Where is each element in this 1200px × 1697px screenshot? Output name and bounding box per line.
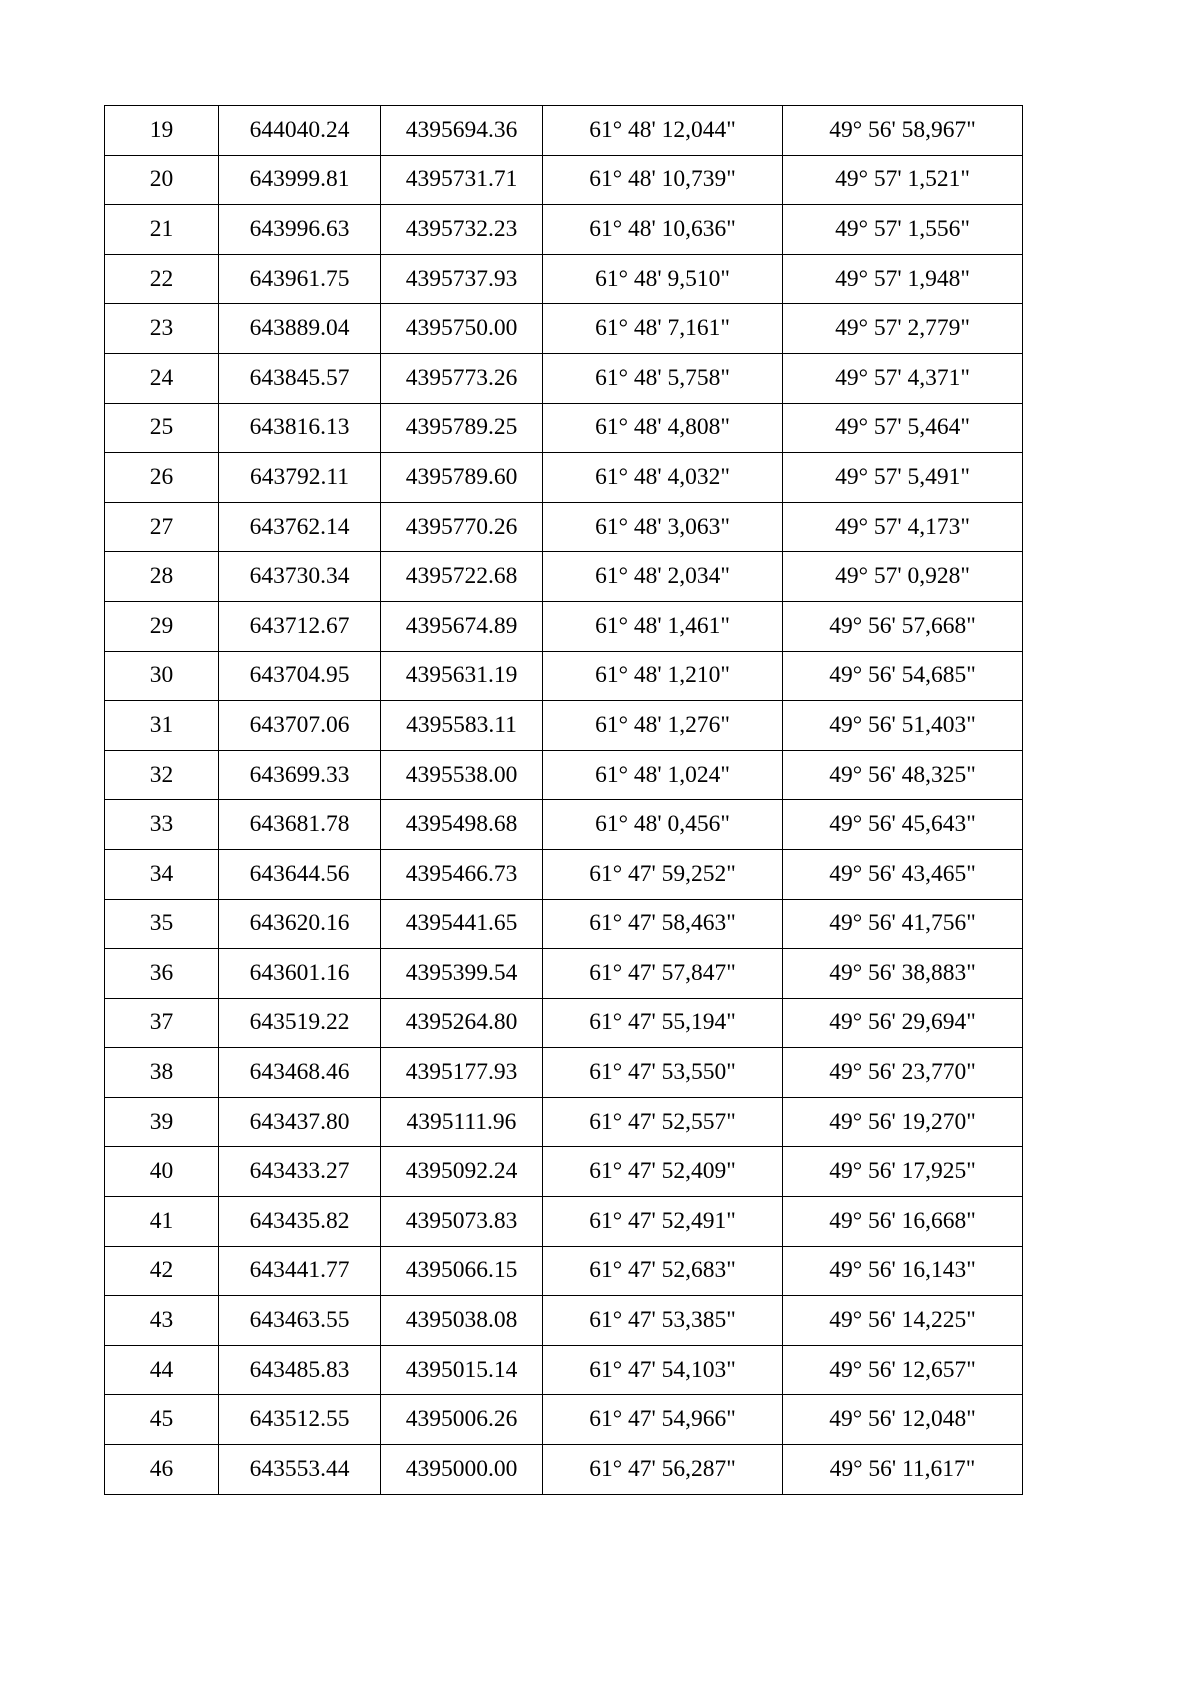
table-cell-y: 4395732.23 [381,205,543,255]
table-row [105,205,1023,255]
table-cell-y: 4395498.68 [381,800,543,850]
table-cell-y: 4395694.36 [381,106,543,156]
table-cell-point-id: 40 [105,1147,219,1197]
table-cell-longitude: 61° 47' 58,463" [543,899,783,949]
table-row [105,750,1023,800]
table-cell-y: 4395466.73 [381,849,543,899]
table-cell-latitude: 49° 57' 1,556" [783,205,1023,255]
table-row [105,998,1023,1048]
table-cell-latitude: 49° 56' 57,668" [783,601,1023,651]
table-cell-longitude: 61° 48' 4,808" [543,403,783,453]
table-row [105,651,1023,701]
table-cell-latitude: 49° 57' 1,521" [783,155,1023,205]
coordinates-table-body [105,106,1023,1495]
table-cell-y: 4395722.68 [381,552,543,602]
table-cell-point-id: 46 [105,1445,219,1495]
table-cell-y: 4395038.08 [381,1296,543,1346]
table-cell-latitude: 49° 56' 48,325" [783,750,1023,800]
table-row [105,353,1023,403]
table-row [105,1345,1023,1395]
table-row [105,1395,1023,1445]
table-row [105,254,1023,304]
table-cell-point-id: 20 [105,155,219,205]
table-cell-y: 4395073.83 [381,1197,543,1247]
table-row [105,403,1023,453]
table-cell-latitude: 49° 56' 38,883" [783,949,1023,999]
table-cell-x: 643433.27 [219,1147,381,1197]
table-cell-y: 4395770.26 [381,502,543,552]
table-cell-longitude: 61° 48' 3,063" [543,502,783,552]
table-cell-point-id: 34 [105,849,219,899]
table-row [105,899,1023,949]
table-cell-longitude: 61° 47' 55,194" [543,998,783,1048]
table-row [105,106,1023,156]
table-cell-longitude: 61° 48' 12,044" [543,106,783,156]
table-cell-y: 4395006.26 [381,1395,543,1445]
table-cell-longitude: 61° 47' 53,550" [543,1048,783,1098]
table-cell-x: 643512.55 [219,1395,381,1445]
table-cell-x: 644040.24 [219,106,381,156]
table-cell-longitude: 61° 48' 10,739" [543,155,783,205]
table-cell-x: 643441.77 [219,1246,381,1296]
table-row [105,552,1023,602]
table-cell-y: 4395789.25 [381,403,543,453]
table-cell-longitude: 61° 48' 1,210" [543,651,783,701]
table-cell-x: 643762.14 [219,502,381,552]
table-cell-latitude: 49° 56' 58,967" [783,106,1023,156]
table-row [105,601,1023,651]
table-cell-point-id: 35 [105,899,219,949]
table-cell-y: 4395015.14 [381,1345,543,1395]
table-cell-x: 643644.56 [219,849,381,899]
table-cell-longitude: 61° 48' 9,510" [543,254,783,304]
table-cell-point-id: 41 [105,1197,219,1247]
table-cell-longitude: 61° 47' 57,847" [543,949,783,999]
table-cell-y: 4395399.54 [381,949,543,999]
table-cell-longitude: 61° 48' 1,276" [543,701,783,751]
table-cell-y: 4395441.65 [381,899,543,949]
table-cell-point-id: 32 [105,750,219,800]
table-row [105,1048,1023,1098]
table-cell-longitude: 61° 48' 0,456" [543,800,783,850]
table-cell-longitude: 61° 47' 52,491" [543,1197,783,1247]
table-cell-y: 4395177.93 [381,1048,543,1098]
table-cell-y: 4395111.96 [381,1097,543,1147]
table-cell-point-id: 26 [105,453,219,503]
table-cell-point-id: 36 [105,949,219,999]
table-cell-point-id: 22 [105,254,219,304]
table-cell-y: 4395631.19 [381,651,543,701]
table-cell-point-id: 25 [105,403,219,453]
table-row [105,1445,1023,1495]
table-cell-point-id: 24 [105,353,219,403]
table-cell-y: 4395583.11 [381,701,543,751]
table-row [105,155,1023,205]
table-cell-latitude: 49° 56' 17,925" [783,1147,1023,1197]
table-cell-x: 643816.13 [219,403,381,453]
table-cell-point-id: 27 [105,502,219,552]
table-cell-latitude: 49° 57' 1,948" [783,254,1023,304]
table-cell-point-id: 21 [105,205,219,255]
table-cell-latitude: 49° 56' 19,270" [783,1097,1023,1147]
table-cell-y: 4395092.24 [381,1147,543,1197]
table-cell-latitude: 49° 57' 2,779" [783,304,1023,354]
table-cell-point-id: 23 [105,304,219,354]
table-cell-point-id: 29 [105,601,219,651]
table-cell-latitude: 49° 56' 16,668" [783,1197,1023,1247]
table-row [105,502,1023,552]
table-cell-latitude: 49° 56' 12,657" [783,1345,1023,1395]
table-cell-x: 643792.11 [219,453,381,503]
table-row [105,849,1023,899]
table-cell-longitude: 61° 48' 1,461" [543,601,783,651]
table-row [105,1147,1023,1197]
table-cell-x: 643999.81 [219,155,381,205]
table-cell-latitude: 49° 56' 54,685" [783,651,1023,701]
table-cell-x: 643889.04 [219,304,381,354]
table-cell-point-id: 43 [105,1296,219,1346]
table-cell-x: 643463.55 [219,1296,381,1346]
table-cell-point-id: 33 [105,800,219,850]
table-cell-x: 643730.34 [219,552,381,602]
table-cell-y: 4395066.15 [381,1246,543,1296]
table-cell-longitude: 61° 47' 54,966" [543,1395,783,1445]
table-cell-y: 4395731.71 [381,155,543,205]
table-cell-y: 4395538.00 [381,750,543,800]
table-cell-point-id: 44 [105,1345,219,1395]
table-cell-latitude: 49° 57' 5,464" [783,403,1023,453]
table-cell-x: 643468.46 [219,1048,381,1098]
coordinates-table [104,105,1023,1495]
table-row [105,1097,1023,1147]
table-row [105,701,1023,751]
table-cell-x: 643437.80 [219,1097,381,1147]
table-cell-y: 4395000.00 [381,1445,543,1495]
table-cell-latitude: 49° 56' 23,770" [783,1048,1023,1098]
table-cell-longitude: 61° 47' 54,103" [543,1345,783,1395]
table-cell-latitude: 49° 56' 51,403" [783,701,1023,751]
table-cell-longitude: 61° 47' 52,683" [543,1246,783,1296]
table-cell-longitude: 61° 47' 56,287" [543,1445,783,1495]
table-cell-x: 643707.06 [219,701,381,751]
table-cell-y: 4395737.93 [381,254,543,304]
table-cell-x: 643712.67 [219,601,381,651]
table-row [105,453,1023,503]
table-cell-y: 4395264.80 [381,998,543,1048]
table-cell-latitude: 49° 57' 5,491" [783,453,1023,503]
table-cell-latitude: 49° 56' 45,643" [783,800,1023,850]
table-cell-x: 643601.16 [219,949,381,999]
table-cell-x: 643485.83 [219,1345,381,1395]
table-cell-point-id: 31 [105,701,219,751]
table-row [105,1197,1023,1247]
table-cell-x: 643704.95 [219,651,381,701]
table-cell-x: 643435.82 [219,1197,381,1247]
table-cell-x: 643519.22 [219,998,381,1048]
table-cell-x: 643996.63 [219,205,381,255]
table-cell-point-id: 30 [105,651,219,701]
table-cell-longitude: 61° 47' 53,385" [543,1296,783,1346]
table-cell-longitude: 61° 47' 59,252" [543,849,783,899]
table-cell-y: 4395750.00 [381,304,543,354]
table-cell-x: 643845.57 [219,353,381,403]
table-cell-latitude: 49° 57' 4,173" [783,502,1023,552]
table-cell-latitude: 49° 56' 12,048" [783,1395,1023,1445]
table-cell-longitude: 61° 47' 52,409" [543,1147,783,1197]
table-cell-latitude: 49° 56' 41,756" [783,899,1023,949]
table-cell-x: 643681.78 [219,800,381,850]
table-cell-x: 643553.44 [219,1445,381,1495]
table-cell-latitude: 49° 57' 0,928" [783,552,1023,602]
table-cell-y: 4395674.89 [381,601,543,651]
table-cell-latitude: 49° 56' 16,143" [783,1246,1023,1296]
table-cell-point-id: 38 [105,1048,219,1098]
table-cell-longitude: 61° 48' 2,034" [543,552,783,602]
table-row [105,1296,1023,1346]
table-cell-latitude: 49° 56' 29,694" [783,998,1023,1048]
table-cell-latitude: 49° 56' 11,617" [783,1445,1023,1495]
table-cell-y: 4395789.60 [381,453,543,503]
table-cell-longitude: 61° 47' 52,557" [543,1097,783,1147]
table-cell-point-id: 45 [105,1395,219,1445]
table-cell-point-id: 39 [105,1097,219,1147]
table-cell-x: 643620.16 [219,899,381,949]
table-cell-latitude: 49° 57' 4,371" [783,353,1023,403]
table-cell-point-id: 42 [105,1246,219,1296]
table-cell-point-id: 37 [105,998,219,1048]
table-row [105,1246,1023,1296]
table-cell-point-id: 28 [105,552,219,602]
table-cell-x: 643961.75 [219,254,381,304]
table-cell-latitude: 49° 56' 14,225" [783,1296,1023,1346]
table-row [105,800,1023,850]
table-cell-longitude: 61° 48' 7,161" [543,304,783,354]
table-cell-longitude: 61° 48' 4,032" [543,453,783,503]
table-cell-longitude: 61° 48' 10,636" [543,205,783,255]
table-cell-longitude: 61° 48' 1,024" [543,750,783,800]
table-cell-y: 4395773.26 [381,353,543,403]
table-cell-longitude: 61° 48' 5,758" [543,353,783,403]
coordinates-table-container [104,105,1022,1495]
table-row [105,304,1023,354]
table-cell-x: 643699.33 [219,750,381,800]
table-cell-point-id: 19 [105,106,219,156]
table-cell-latitude: 49° 56' 43,465" [783,849,1023,899]
table-row [105,949,1023,999]
